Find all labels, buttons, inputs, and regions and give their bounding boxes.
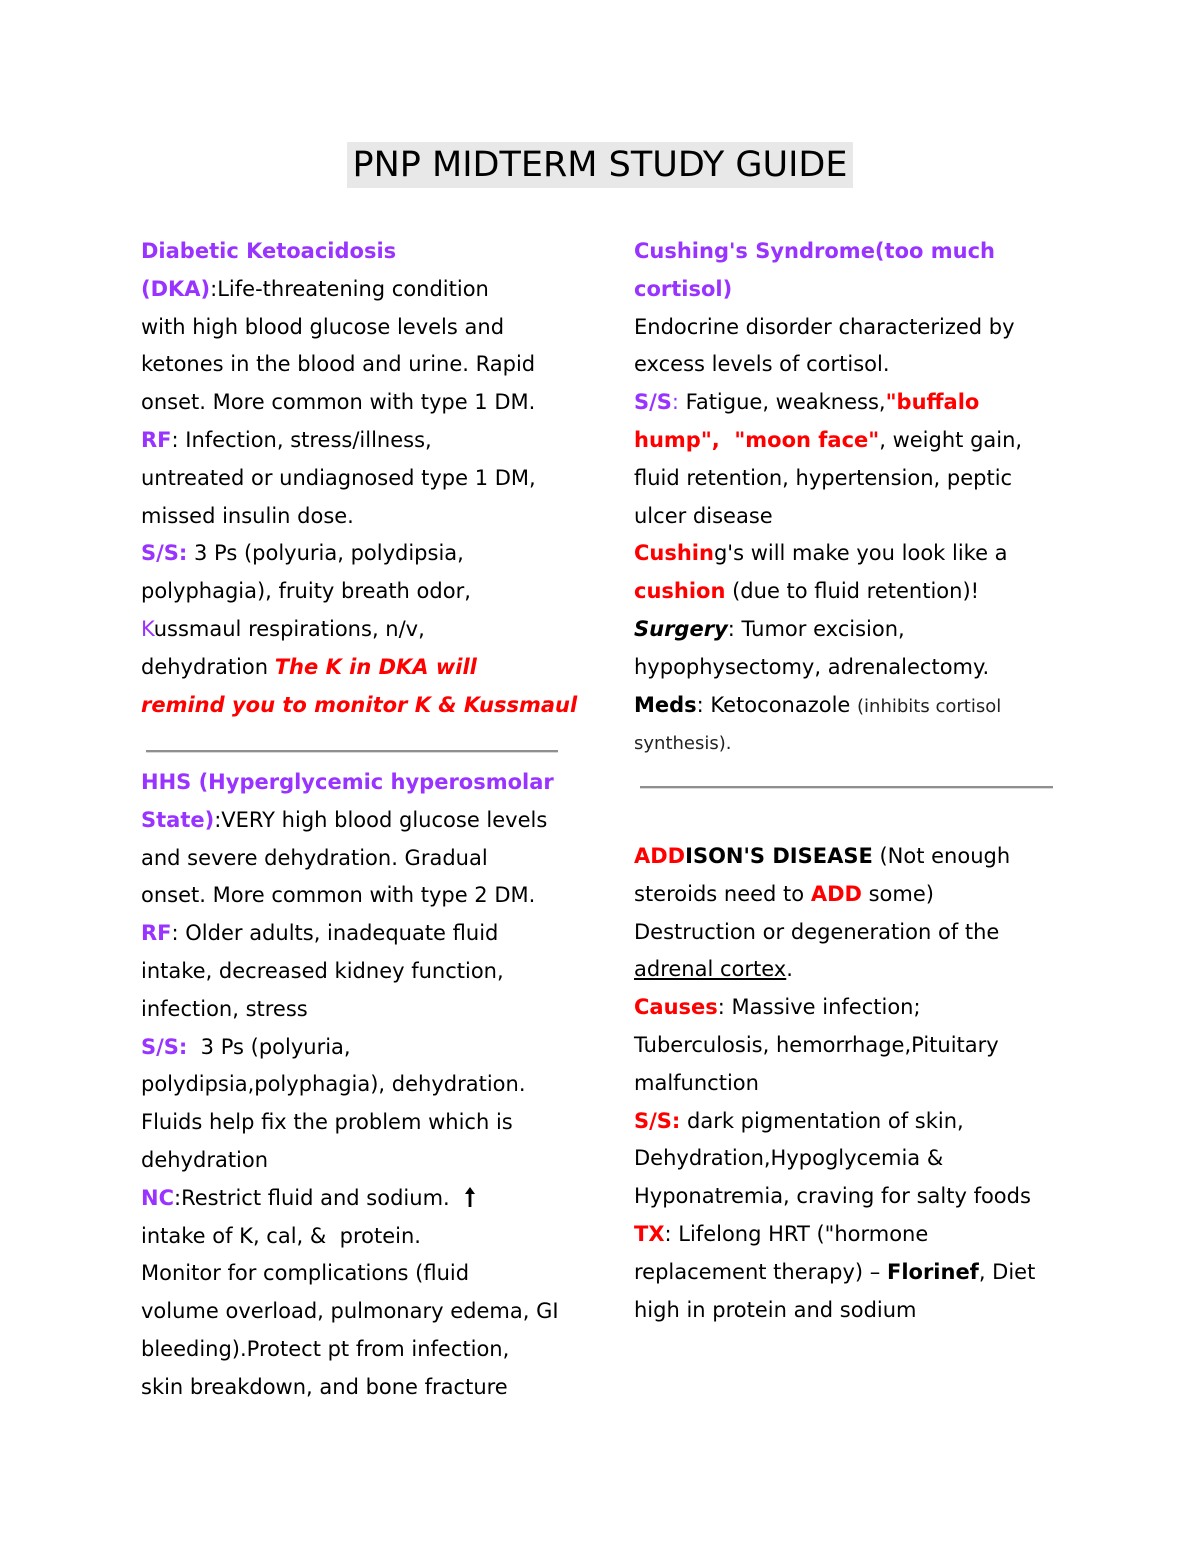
addison-ss-label: S/S: bbox=[634, 1108, 681, 1133]
dka-rf-text: untreated or undiagnosed type 1 DM, bbox=[141, 465, 536, 490]
dka-rf-text: : Infection, stress/illness, bbox=[171, 427, 432, 452]
dka-abbrev-heading: (DKA) bbox=[141, 276, 211, 301]
cushing-line bbox=[634, 384, 1022, 422]
dka-ss-text: dehydration bbox=[141, 654, 275, 679]
hhs-ss-text: dehydration bbox=[141, 1147, 269, 1172]
dka-line bbox=[141, 460, 577, 498]
hhs-nc-text: volume overload, pulmonary edema, GI bbox=[141, 1299, 559, 1324]
hhs-line bbox=[141, 840, 559, 878]
dka-definition-text: :Life-threatening condition bbox=[210, 276, 489, 301]
addison-definition-text: Destruction or degeneration of the bbox=[634, 919, 1000, 944]
hhs-line bbox=[141, 1029, 559, 1067]
addison-add-highlight: ADD bbox=[810, 881, 862, 906]
hhs-section bbox=[141, 764, 559, 1407]
addison-adrenal-cortex: adrenal cortex bbox=[634, 957, 787, 982]
hhs-line bbox=[141, 1142, 559, 1180]
addison-line bbox=[634, 838, 1035, 876]
cushing-meds-text: : Ketoconazole bbox=[696, 692, 858, 717]
dka-rf-label: RF bbox=[141, 427, 172, 452]
hhs-ss-text: 3 Ps (polyuria, bbox=[187, 1034, 351, 1059]
dka-line bbox=[141, 271, 577, 309]
dka-mnemonic: remind you to monitor K & Kussmaul bbox=[141, 692, 578, 717]
hhs-line bbox=[141, 1293, 559, 1331]
cushing-line bbox=[634, 271, 1022, 309]
cushing-line bbox=[634, 460, 1022, 498]
addison-heading-highlight: ADD bbox=[634, 844, 686, 868]
hhs-ss-text: Fluids help fix the problem which is bbox=[141, 1110, 513, 1135]
addison-section bbox=[634, 838, 1035, 1329]
hhs-line bbox=[141, 1104, 559, 1142]
hhs-definition-text: :VERY high blood glucose levels bbox=[214, 807, 548, 832]
dka-line bbox=[141, 422, 577, 460]
addison-ss-text: Hyponatremia, craving for salty foods bbox=[634, 1184, 1031, 1209]
cushing-heading: cortisol) bbox=[634, 276, 733, 301]
hhs-definition-text: onset. More common with type 2 DM. bbox=[141, 883, 536, 908]
addison-line bbox=[634, 1027, 1035, 1065]
addison-causes-text: Tuberculosis, hemorrhage,Pituitary bbox=[634, 1032, 999, 1057]
addison-tx-text: : Lifelong HRT ("hormone bbox=[664, 1221, 929, 1246]
hhs-line bbox=[141, 1369, 559, 1407]
hhs-line bbox=[141, 802, 559, 840]
cushing-ss-highlight: "buffalo bbox=[885, 390, 980, 415]
dka-line bbox=[141, 573, 577, 611]
cushing-definition-text: excess levels of cortisol. bbox=[634, 352, 890, 377]
hhs-definition-text: and severe dehydration. Gradual bbox=[141, 845, 488, 870]
cushing-ss-highlight: hump", "moon face" bbox=[634, 427, 880, 452]
dka-definition-text: onset. More common with type 1 DM. bbox=[141, 390, 536, 415]
hhs-rf-text: infection, stress bbox=[141, 996, 308, 1021]
addison-causes-text: : Massive infection; bbox=[717, 995, 921, 1020]
dka-line bbox=[141, 384, 577, 422]
cushing-ss-text: Fatigue, weakness, bbox=[679, 390, 886, 415]
hhs-nc-label: NC bbox=[141, 1185, 174, 1210]
cushing-ss-text: , weight gain, bbox=[879, 427, 1023, 452]
hhs-line bbox=[141, 915, 559, 953]
section-divider bbox=[146, 750, 558, 753]
cushing-line bbox=[634, 233, 1022, 271]
addison-tx-text: replacement therapy) – bbox=[634, 1259, 887, 1284]
cushing-section bbox=[634, 233, 1022, 762]
addison-line bbox=[634, 1103, 1035, 1141]
dka-mnemonic: The K in DKA will bbox=[274, 654, 477, 679]
dka-line bbox=[141, 309, 577, 347]
cushing-heading: Cushing's Syndrome(too much bbox=[634, 239, 995, 263]
hhs-line bbox=[141, 1218, 559, 1256]
cushing-meds-label: Meds bbox=[634, 692, 697, 717]
addison-line bbox=[634, 1140, 1035, 1178]
cushing-surgery-text: : Tumor excision, bbox=[727, 616, 905, 641]
addison-line bbox=[634, 1292, 1035, 1330]
cushing-meds-note: (inhibits cortisol bbox=[857, 695, 1002, 717]
hhs-line bbox=[141, 1255, 559, 1293]
addison-line bbox=[634, 876, 1035, 914]
dka-line bbox=[141, 498, 577, 536]
cushing-line bbox=[634, 573, 1022, 611]
dka-line bbox=[141, 649, 577, 687]
dka-rf-text: missed insulin dose. bbox=[141, 503, 354, 528]
addison-heading-note: some) bbox=[861, 881, 934, 906]
dka-definition-text: with high blood glucose levels and bbox=[141, 314, 505, 339]
cushing-mnemonic-text: (due to fluid retention)! bbox=[725, 579, 980, 604]
dka-section bbox=[141, 233, 577, 724]
cushing-ss-label: S/S bbox=[634, 390, 672, 415]
cushing-line bbox=[634, 649, 1022, 687]
hhs-line bbox=[141, 953, 559, 991]
hhs-line bbox=[141, 1180, 559, 1218]
hhs-ss-text: polydipsia,polyphagia), dehydration. bbox=[141, 1072, 526, 1097]
cushing-ss-text: ulcer disease bbox=[634, 503, 773, 528]
hhs-nc-text: intake of K, cal, & protein. bbox=[141, 1223, 421, 1248]
addison-causes-text: malfunction bbox=[634, 1070, 759, 1095]
cushing-line bbox=[634, 611, 1022, 649]
cushing-line bbox=[634, 309, 1022, 347]
dka-ss-text: polyphagia), fruity breath odor, bbox=[141, 579, 471, 604]
cushing-mnemonic-highlight: Cushin bbox=[634, 541, 714, 566]
dka-ss-text: 3 Ps (polyuria, polydipsia, bbox=[187, 541, 464, 566]
addison-line bbox=[634, 1065, 1035, 1103]
kussmaul-k-highlight: K bbox=[141, 616, 154, 641]
dka-line bbox=[141, 346, 577, 384]
up-arrow-icon bbox=[464, 1183, 476, 1221]
addison-ss-text: Dehydration,Hypoglycemia & bbox=[634, 1146, 944, 1171]
cushing-line bbox=[634, 498, 1022, 536]
hhs-line bbox=[141, 877, 559, 915]
hhs-nc-text: bleeding).Protect pt from infection, bbox=[141, 1336, 510, 1361]
cushing-line bbox=[634, 687, 1022, 725]
dka-line bbox=[141, 233, 577, 271]
addison-line bbox=[634, 989, 1035, 1027]
dka-ss-text: ussmaul respirations, n/v, bbox=[153, 616, 425, 641]
page-title: PNP MIDTERM STUDY GUIDE bbox=[347, 142, 852, 188]
hhs-ss-label: S/S: bbox=[141, 1034, 188, 1059]
hhs-heading: HHS (Hyperglycemic hyperosmolar bbox=[141, 770, 554, 794]
hhs-nc-text: Monitor for complications (fluid bbox=[141, 1261, 470, 1286]
hhs-line bbox=[141, 991, 559, 1029]
hhs-heading: State) bbox=[141, 807, 215, 832]
cushing-mnemonic-highlight: cushion bbox=[634, 579, 726, 604]
addison-florinef: Florinef bbox=[886, 1259, 979, 1284]
addison-line bbox=[634, 1178, 1035, 1216]
cushing-line bbox=[634, 724, 1022, 762]
hhs-line bbox=[141, 764, 559, 802]
hhs-nc-text: :Restrict fluid and sodium. bbox=[174, 1185, 450, 1210]
hhs-rf-text: : Older adults, inadequate fluid bbox=[171, 921, 499, 946]
addison-heading-note: (Not enough bbox=[872, 844, 1011, 868]
dka-definition-text: ketones in the blood and urine. Rapid bbox=[141, 352, 536, 377]
hhs-nc-text: skin breakdown, and bone fracture bbox=[141, 1374, 508, 1399]
addison-causes-label: Causes bbox=[634, 995, 718, 1020]
addison-tx-label: TX bbox=[634, 1221, 665, 1246]
title-container bbox=[0, 142, 1200, 188]
dka-heading: Diabetic Ketoacidosis bbox=[141, 239, 397, 263]
cushing-ss-text: fluid retention, hypertension, peptic bbox=[634, 465, 1013, 490]
addison-line bbox=[634, 951, 1035, 989]
dka-line bbox=[141, 535, 577, 573]
cushing-definition-text: Endocrine disorder characterized by bbox=[634, 314, 1015, 339]
dka-line bbox=[141, 687, 577, 725]
hhs-rf-text: intake, decreased kidney function, bbox=[141, 958, 504, 983]
cushing-mnemonic-text: g's will make you look like a bbox=[713, 541, 1008, 566]
cushing-line bbox=[634, 346, 1022, 384]
hhs-rf-label: RF bbox=[141, 921, 172, 946]
section-divider bbox=[640, 786, 1053, 789]
hhs-line bbox=[141, 1066, 559, 1104]
addison-heading: ISON'S DISEASE bbox=[685, 844, 873, 868]
cushing-line bbox=[634, 535, 1022, 573]
cushing-meds-note: synthesis). bbox=[634, 733, 732, 755]
dka-line bbox=[141, 611, 577, 649]
cushing-surgery-text: hypophysectomy, adrenalectomy. bbox=[634, 654, 990, 679]
addison-tx-text: , Diet bbox=[978, 1259, 1036, 1284]
addison-heading-note: steroids need to bbox=[634, 881, 811, 906]
addison-line bbox=[634, 1216, 1035, 1254]
cushing-surgery-label: Surgery bbox=[634, 616, 728, 641]
addison-line bbox=[634, 914, 1035, 952]
addison-line bbox=[634, 1254, 1035, 1292]
cushing-line bbox=[634, 422, 1022, 460]
dka-ss-label: S/S: bbox=[141, 541, 188, 566]
addison-definition-text: . bbox=[786, 957, 793, 982]
addison-tx-text: high in protein and sodium bbox=[634, 1297, 917, 1322]
hhs-line bbox=[141, 1331, 559, 1369]
cushing-ss-colon: : bbox=[671, 390, 679, 415]
addison-ss-text: dark pigmentation of skin, bbox=[680, 1108, 964, 1133]
